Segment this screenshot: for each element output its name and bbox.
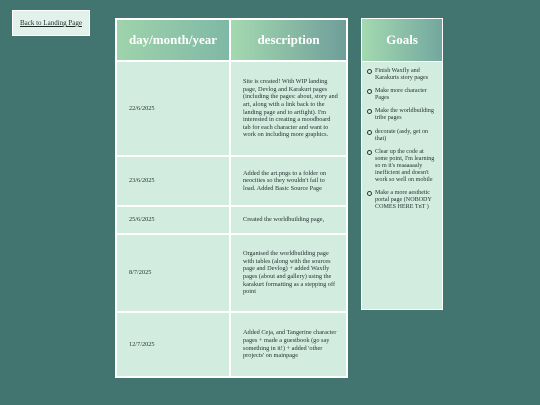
table-row (116, 61, 347, 156)
list-item (375, 190, 438, 211)
bullet-icon (367, 109, 372, 114)
description-column-header: description (230, 19, 347, 61)
description-cell: Organised the worldbuilding page with tables (along with the sources page and Devlog) + added Waxfly pages (about and gallery) using the karakurt formatting as a stepping off point (230, 234, 347, 312)
back-link-box (12, 10, 90, 36)
goal-text: Make more character Pages (375, 88, 427, 102)
devlog-header-row (116, 19, 347, 61)
list-item (375, 88, 438, 102)
bullet-icon (367, 150, 372, 155)
goals-title: Goals (362, 19, 442, 62)
table-row (116, 234, 347, 312)
bullet-icon (367, 89, 372, 94)
goal-text: Make the worldbuilding tribe pages (375, 108, 434, 122)
list-item (375, 129, 438, 143)
list-item (375, 68, 438, 82)
table-row (116, 206, 347, 234)
goal-text: Clear up the code at some point, I'm learning so m it's reaaaaaaly inefficient and doesn't work so well on mobile (375, 148, 435, 184)
goal-text: Finish Waxfly and Karakurts story pages (375, 68, 429, 82)
goals-list (362, 62, 442, 212)
date-cell: 8/7/2025 (116, 234, 230, 312)
back-to-landing-link[interactable]: Back to Landing Page (19, 19, 82, 27)
goals-panel (361, 18, 443, 310)
bullet-icon (367, 191, 372, 196)
description-cell: Created the worldbuilding page, (230, 206, 347, 234)
date-cell: 25/6/2025 (116, 206, 230, 234)
bullet-icon (367, 130, 372, 135)
table-row (116, 312, 347, 377)
date-cell: 22/6/2025 (116, 61, 230, 156)
bullet-icon (367, 69, 372, 74)
list-item (375, 108, 438, 122)
devlog-table (115, 18, 348, 378)
date-cell: 23/6/2025 (116, 156, 230, 206)
date-column-header: day/month/year (116, 19, 230, 61)
goal-text: Make a more aesthetic portal page (NOBODY COMES HERE TnT ) (375, 190, 432, 211)
table-row (116, 156, 347, 206)
list-item (375, 149, 438, 184)
goal-text: decorate (asdy, get on that) (375, 128, 429, 142)
date-cell: 12/7/2025 (116, 312, 230, 377)
description-cell: Added Ceja, and Tangerine character pages + made a guestbook (go say something in it!) + added 'other projects' on mainpage (230, 312, 347, 377)
description-cell: Added the art.pngs to a folder on neocities so they wouldn't fail to load. Added Basic Source Page (230, 156, 347, 206)
description-cell: Site is created! With WIP landing page, Devlog and Karakurt pages (including the pages: about, story and art, along with a link back to the landing page and to artfight). I'm interested in creating a moodboard tab for each character and want to work on including more graphics. (230, 61, 347, 156)
